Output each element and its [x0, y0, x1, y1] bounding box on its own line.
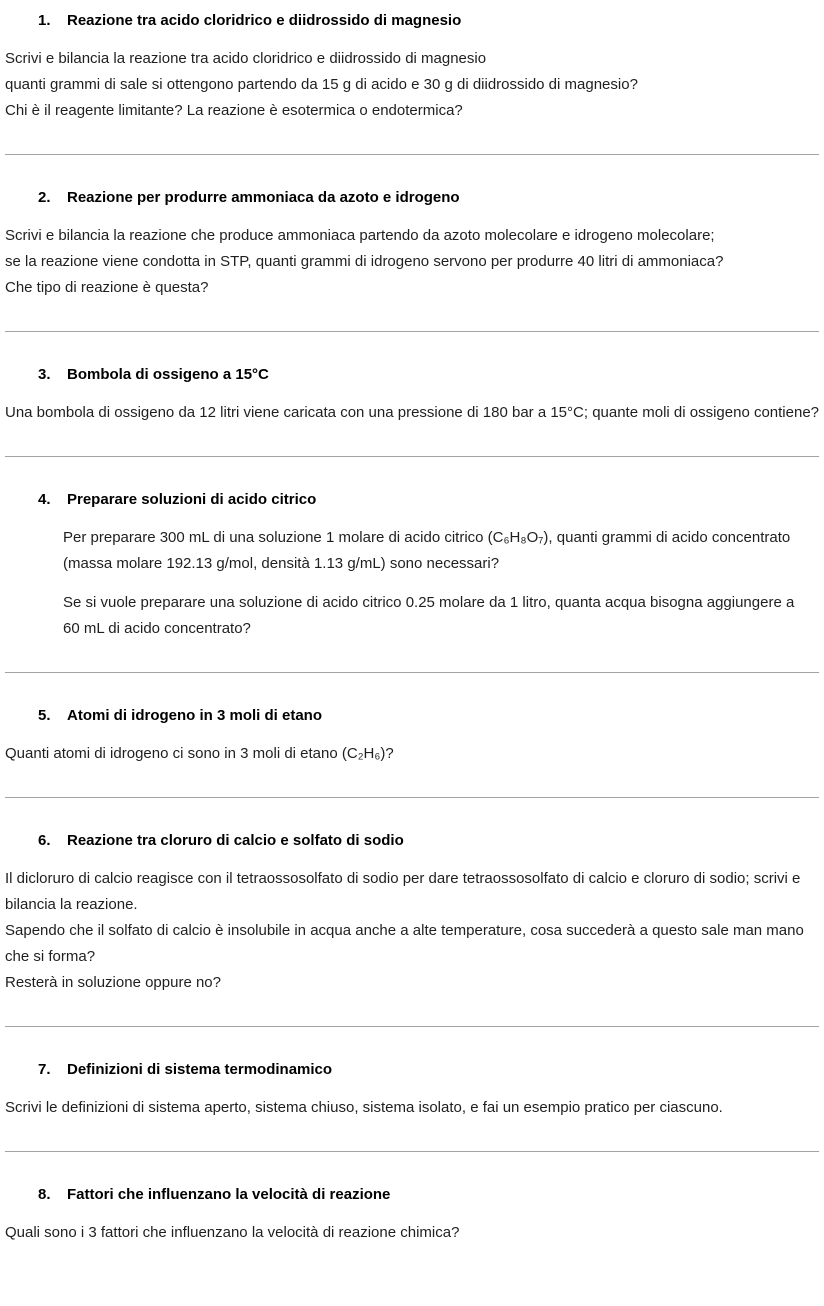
section-title: Fattori che influenzano la velocità di reazione	[67, 1186, 391, 1203]
section-heading	[5, 1057, 819, 1083]
paragraph: Resterà in soluzione oppure no?	[5, 974, 221, 991]
section-body	[5, 525, 819, 642]
paragraph: Per preparare 300 mL di una soluzione 1 molare di acido citrico (C₆H₈O₇), quanti grammi di acido concentrato (massa molare 192.13 g/mol, densità 1.13 g/mL) sono necessari?	[63, 529, 791, 572]
exercise-section	[5, 362, 819, 457]
exercise-section	[5, 828, 819, 1027]
paragraph: Il dicloruro di calcio reagisce con il tetraossosolfato di sodio per dare tetraossosolfato di calcio e cloruro di sodio; scrivi e bilancia la reazione.	[5, 870, 801, 913]
paragraph: Una bombola di ossigeno da 12 litri viene caricata con una pressione di 180 bar a 15°C; quante moli di ossigeno contiene?	[5, 404, 820, 421]
paragraph: Sapendo che il solfato di calcio è insolubile in acqua anche a alte temperature, cosa succederà a questo sale man mano che si forma?	[5, 922, 804, 965]
section-title: Reazione tra cloruro di calcio e solfato di sodio	[67, 832, 404, 849]
section-heading	[5, 487, 819, 513]
section-body	[5, 1095, 819, 1121]
exercise-section	[5, 487, 819, 673]
exercise-section	[5, 8, 819, 155]
section-heading	[5, 703, 819, 729]
section-separator	[5, 1026, 819, 1027]
section-separator	[5, 154, 819, 155]
section-number: 1.	[38, 12, 51, 29]
section-separator	[5, 456, 819, 457]
paragraph: Scrivi le definizioni di sistema aperto, sistema chiuso, sistema isolato, e fai un esempio pratico per ciascuno.	[5, 1099, 723, 1116]
section-body	[5, 400, 819, 426]
section-separator	[5, 672, 819, 673]
section-body	[5, 46, 819, 124]
section-number: 3.	[38, 366, 51, 383]
paragraph: se la reazione viene condotta in STP, quanti grammi di idrogeno servono per produrre 40 litri di ammoniaca?	[5, 253, 724, 270]
section-title: Reazione tra acido cloridrico e diidrossido di magnesio	[67, 12, 462, 29]
paragraph: Quali sono i 3 fattori che influenzano la velocità di reazione chimica?	[5, 1224, 460, 1241]
section-heading	[5, 185, 819, 211]
section-title: Definizioni di sistema termodinamico	[67, 1061, 333, 1078]
exercise-section	[5, 703, 819, 798]
section-number: 6.	[38, 832, 51, 849]
paragraph: Scrivi e bilancia la reazione tra acido cloridrico e diidrossido di magnesio	[5, 50, 487, 67]
section-heading	[5, 8, 819, 34]
section-heading	[5, 362, 819, 388]
exercise-section	[5, 1182, 819, 1246]
paragraph: Che tipo di reazione è questa?	[5, 279, 209, 296]
section-heading	[5, 828, 819, 854]
paragraph: Chi è il reagente limitante? La reazione è esotermica o endotermica?	[5, 102, 463, 119]
section-number: 8.	[38, 1186, 51, 1203]
section-body	[5, 866, 819, 996]
section-title: Bombola di ossigeno a 15°C	[67, 366, 269, 383]
section-number: 7.	[38, 1061, 51, 1078]
section-heading	[5, 1182, 819, 1208]
section-separator	[5, 797, 819, 798]
section-body	[5, 223, 819, 301]
section-body	[5, 741, 819, 767]
paragraph: Quanti atomi di idrogeno ci sono in 3 moli di etano (C₂H₆)?	[5, 745, 394, 762]
exercise-section	[5, 1057, 819, 1152]
paragraph: Scrivi e bilancia la reazione che produce ammoniaca partendo da azoto molecolare e idrogeno molecolare;	[5, 227, 715, 244]
section-title: Preparare soluzioni di acido citrico	[67, 491, 317, 508]
paragraph: Se si vuole preparare una soluzione di acido citrico 0.25 molare da 1 litro, quanta acqua bisogna aggiungere a 60 mL di acido concentrato?	[63, 594, 795, 637]
section-number: 2.	[38, 189, 51, 206]
paragraph: quanti grammi di sale si ottengono partendo da 15 g di acido e 30 g di diidrossido di magnesio?	[5, 76, 638, 93]
exercise-section	[5, 185, 819, 332]
section-separator	[5, 1151, 819, 1152]
section-number: 5.	[38, 707, 51, 724]
section-title: Atomi di idrogeno in 3 moli di etano	[67, 707, 322, 724]
section-separator	[5, 331, 819, 332]
section-title: Reazione per produrre ammoniaca da azoto e idrogeno	[67, 189, 460, 206]
sections-container	[5, 8, 819, 1246]
section-number: 4.	[38, 491, 51, 508]
